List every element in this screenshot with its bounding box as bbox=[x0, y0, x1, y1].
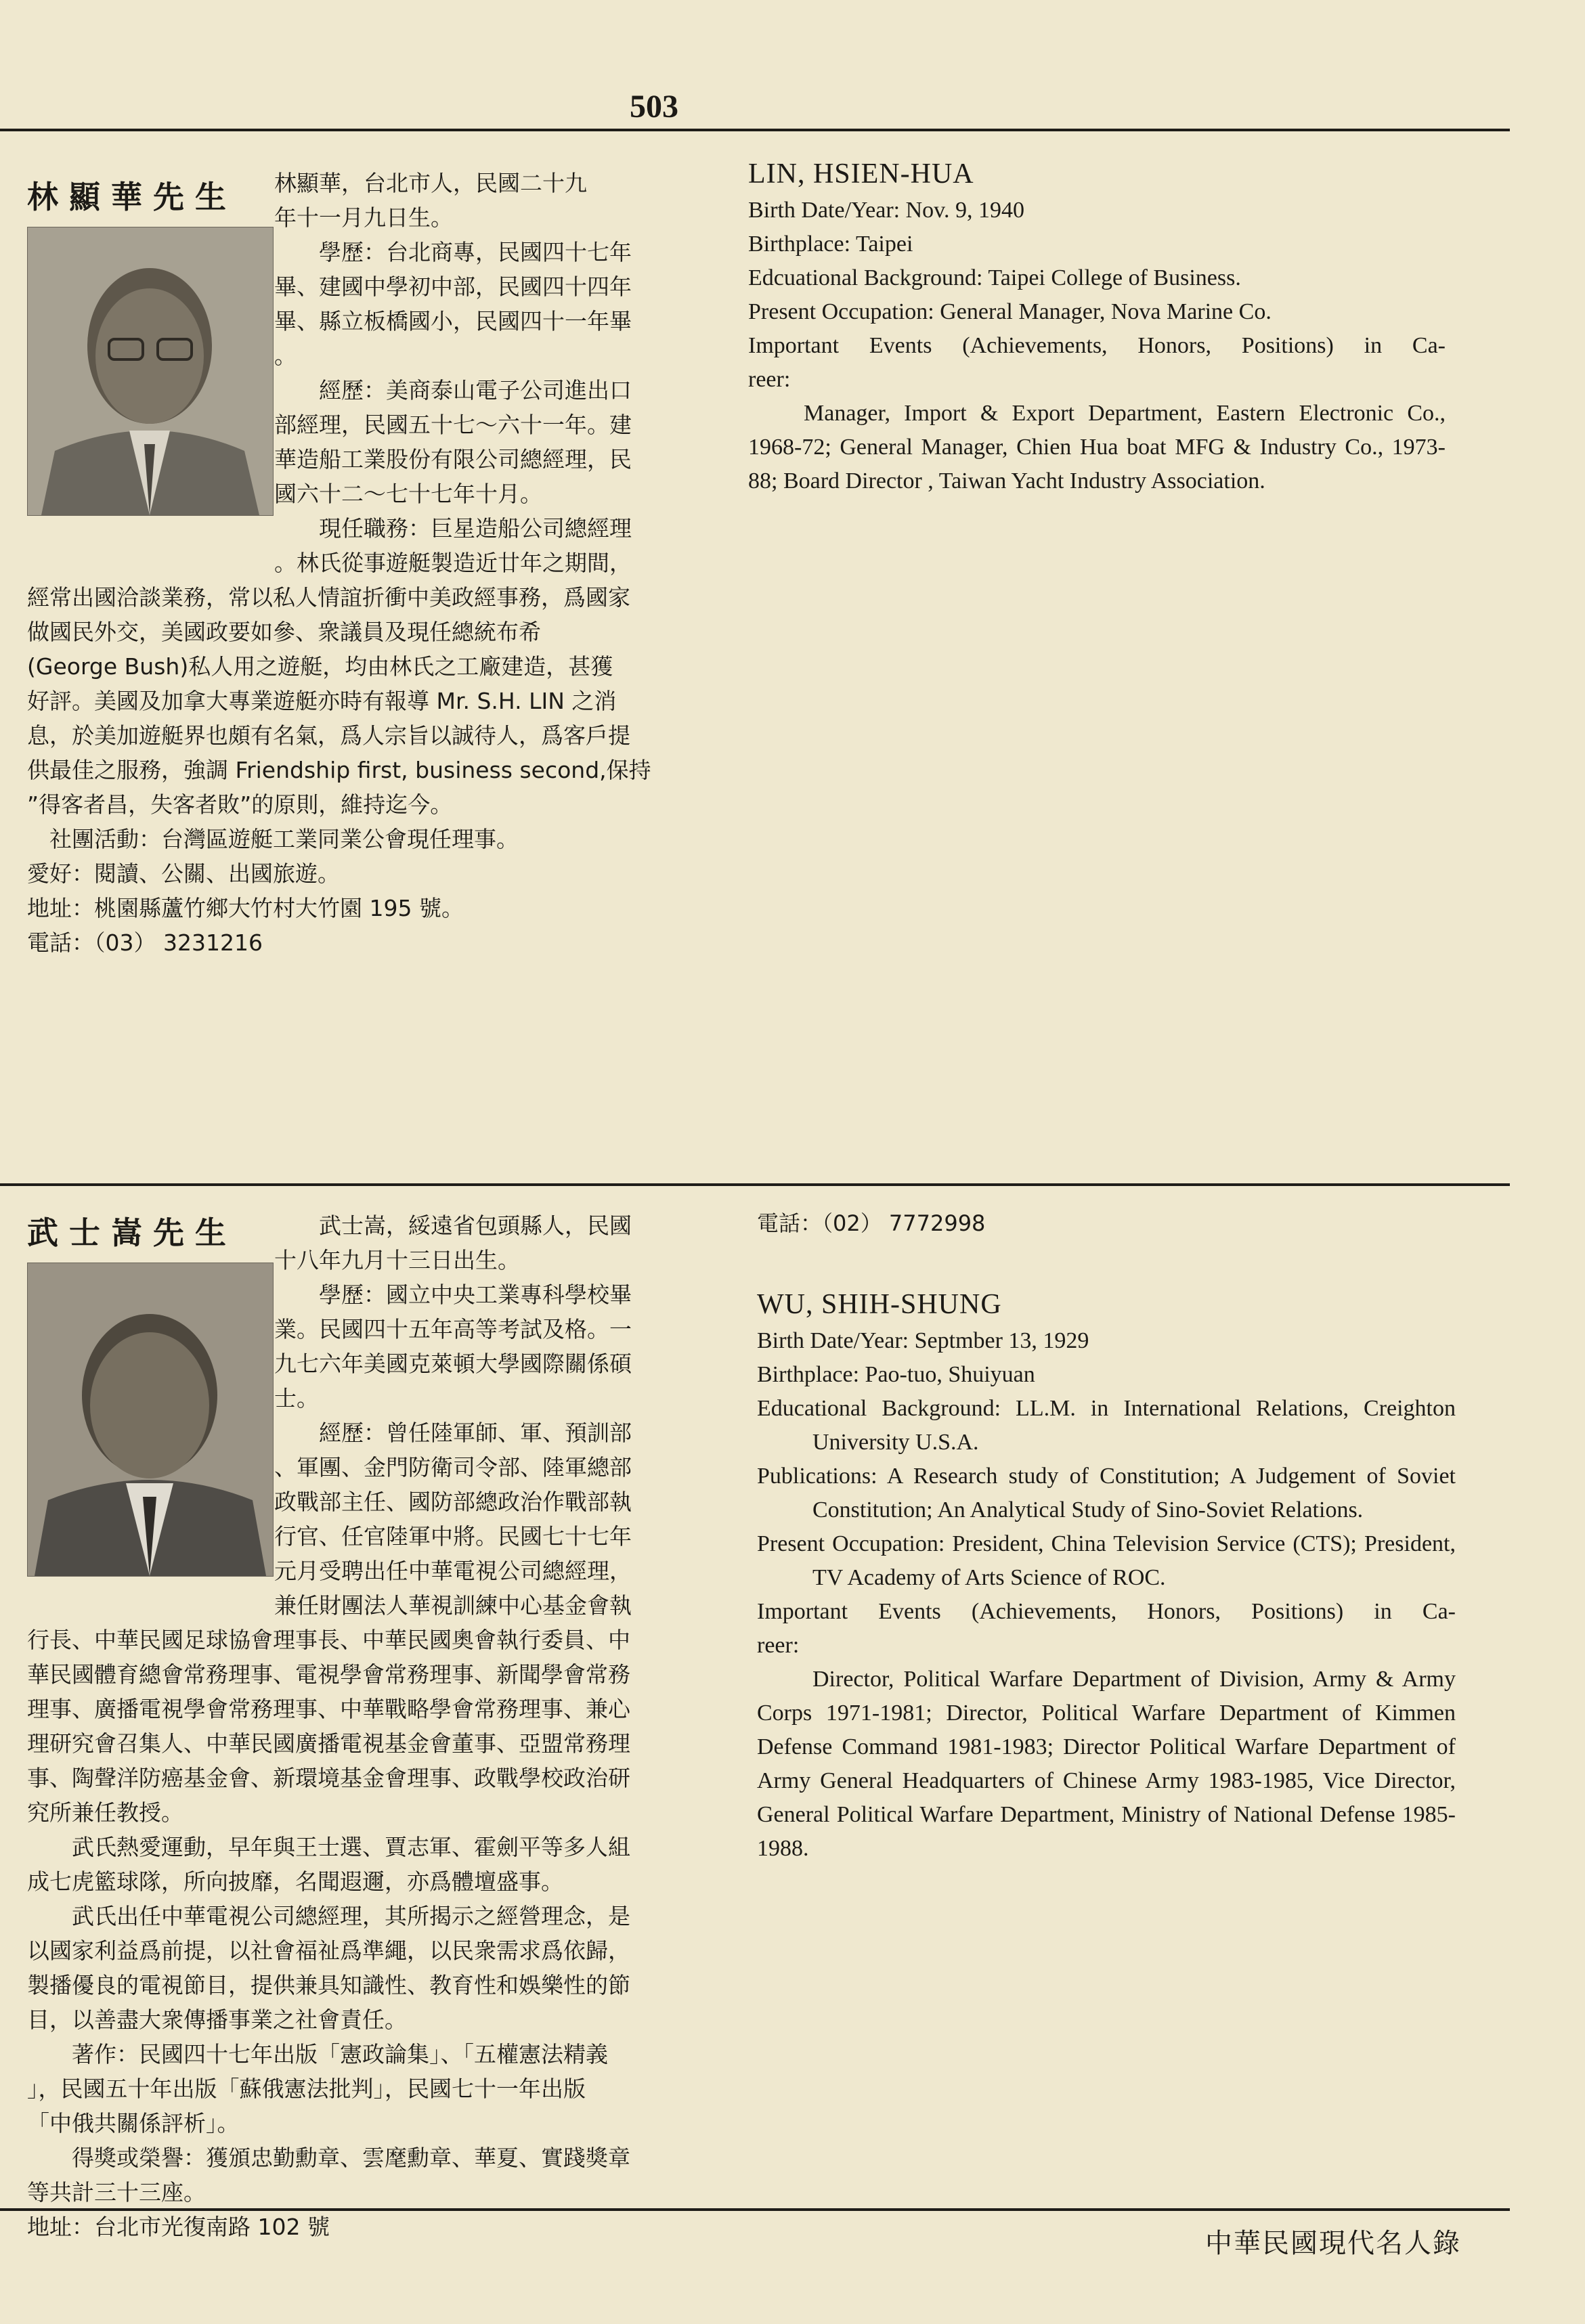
entry-2-chinese-line: 學歷：國立中央工業專科學校畢 bbox=[319, 1281, 632, 1308]
entry-1-chinese-biography bbox=[27, 166, 691, 960]
entry-2-chinese-line: 理事、廣播電視學會常務理事、中華戰略學會常務理事、兼心 bbox=[27, 1696, 630, 1722]
entry-1-chinese-line: (George Bush)私人用之遊艇，均由林氏之工廠建造，甚獲 bbox=[27, 653, 613, 680]
entry-1-chinese-line: 年十一月九日生。 bbox=[274, 204, 453, 231]
entry-1-chinese-line: 國六十二～七十七年十月。 bbox=[274, 481, 542, 507]
entry-2-birthplace: Birthplace: Pao-tuo, Shuiyuan bbox=[757, 1362, 1035, 1387]
entry-1-birthplace: Birthplace: Taipei bbox=[748, 232, 913, 257]
top-rule bbox=[0, 129, 1510, 131]
entry-2-chinese-line: 得獎或榮譽：獲頒忠勤勳章、雲麾勳章、華夏、實踐獎章 bbox=[72, 2145, 630, 2171]
entry-2-chinese-line: 」，民國五十年出版「蘇俄憲法批判」，民國七十一年出版 bbox=[27, 2076, 586, 2102]
entry-1-chinese-line: 畢、縣立板橋國小，民國四十一年畢 bbox=[274, 308, 632, 334]
entry-2-chinese-line: 經歷：曾任陸軍師、軍、預訓部 bbox=[319, 1420, 632, 1446]
entry-1-chinese-line: 部經理，民國五十七～六十一年。建 bbox=[274, 412, 632, 438]
entry-1-education: Edcuational Background: Taipei College of Business. bbox=[748, 265, 1241, 290]
entry-1-chinese-line: 做國民外交，美國政要如參、衆議員及現任總統布希 bbox=[27, 619, 541, 645]
entry-2-chinese-line: 製播優良的電視節目，提供兼具知識性、教育性和娛樂性的節 bbox=[27, 1972, 630, 1998]
entry-2-chinese-line: 武士嵩，綏遠省包頭縣人，民國 bbox=[319, 1212, 632, 1239]
entry-1-chinese-line: 。林氏從事遊艇製造近廿年之期間， bbox=[274, 550, 632, 576]
entry-2-chinese-line: 究所兼任教授。 bbox=[27, 1799, 183, 1826]
entry-1-events-label-cont: reer: bbox=[748, 367, 791, 392]
entry-2-chinese-line: 「中俄共關係評析」。 bbox=[27, 2110, 240, 2136]
entry-2-chinese-line: 政戰部主任、國防部總政治作戰部執 bbox=[274, 1489, 632, 1515]
entry-2-english-name: WU, SHIH-SHUNG bbox=[757, 1289, 1002, 1320]
entry-2-chinese-line: 著作：民國四十七年出版「憲政論集」、「五權憲法精義 bbox=[72, 2041, 608, 2067]
entry-2-chinese-line: 武氏出任中華電視公司總經理，其所揭示之經營理念，是 bbox=[72, 1903, 630, 1929]
bottom-rule bbox=[0, 2208, 1510, 2211]
entry-1-chinese-line: 供最佳之服務，強調 Friendship first, business second,保持 bbox=[27, 757, 651, 783]
entry-2-chinese-line: 事、陶聲洋防癌基金會、新環境基金會理事、政戰學校政治研 bbox=[27, 1765, 630, 1791]
entry-2-chinese-name: 武士嵩先生 bbox=[27, 1214, 237, 1251]
entry-2-events-text: Director, Political Warfare Department of Division, Army & Army Corps 1971-1981; Director, Political Warfare Department of Kimmen Defense Command 1981-1983; Director Political Warfare Department of Army General Headquarters of Chinese Army 1983-1985, Vice Director, General Political Warfare Department, Ministry of National Defense 1985-1988. bbox=[757, 1667, 1456, 1861]
entry-1-chinese-line: 息，於美加遊艇界也頗有名氣，爲人宗旨以誠待人，爲客戶提 bbox=[27, 722, 630, 749]
entry-1-chinese-line: 畢、建國中學初中部，民國四十四年 bbox=[274, 273, 632, 300]
entry-2-chinese-line: 業。民國四十五年高等考試及格。一 bbox=[274, 1316, 632, 1342]
entry-2-events-label-cont: reer: bbox=[757, 1633, 800, 1658]
entry-1-chinese-line: 現任職務：巨星造船公司總經理 bbox=[319, 515, 632, 542]
entry-1-chinese-line: 社團活動：台灣區遊艇工業同業公會現任理事。 bbox=[49, 826, 519, 852]
entry-2-publications: Publications: A Research study of Constitution; A Judgement of Soviet Constitution; An Analytical Study of Sino-Soviet Relations. bbox=[757, 1464, 1456, 1522]
entry-2-english-biography bbox=[757, 1206, 1456, 1866]
entry-2-events-label: Important Events (Achievements, Honors, Positions) in Ca- bbox=[757, 1599, 1456, 1624]
entry-2-phone: 電話：（02） 7772998 bbox=[757, 1210, 986, 1236]
entry-2-chinese-line: 九七六年美國克萊頓大學國際關係碩 bbox=[274, 1351, 632, 1377]
entry-1-chinese-line: 地址：桃園縣蘆竹鄉大竹村大竹園 195 號。 bbox=[27, 895, 464, 921]
entry-2-chinese-line: 理研究會召集人、中華民國廣播電視基金會董事、亞盟常務理 bbox=[27, 1730, 630, 1757]
entry-1-chinese-line: 林顯華，台北市人，民國二十九 bbox=[274, 170, 587, 196]
entry-1-chinese-line: 好評。美國及加拿大專業遊艇亦時有報導 Mr. S.H. LIN 之消 bbox=[27, 688, 617, 714]
entry-2-chinese-line: 十八年九月十三日出生。 bbox=[274, 1247, 520, 1273]
entry-2-chinese-line: 地址：台北市光復南路 102 號 bbox=[27, 2214, 330, 2240]
entry-2-birth-date: Birth Date/Year: Septmber 13, 1929 bbox=[757, 1328, 1089, 1353]
entry-2-chinese-line: 士。 bbox=[274, 1385, 319, 1411]
entry-1-chinese-name: 林顯華先生 bbox=[27, 179, 237, 215]
entry-1-english-name: LIN, HSIEN-HUA bbox=[748, 158, 974, 190]
entry-1-chinese-line: 愛好：閱讀、公關、出國旅遊。 bbox=[27, 860, 340, 887]
entry-1-events-text: Manager, Import & Export Department, Eastern Electronic Co., 1968-72; General Manager, Chien Hua boat MFG & Industry Co., 1973-88; Board Director , Taiwan Yacht Industry Association. bbox=[748, 401, 1446, 494]
entry-2-occupation: Present Occupation: President, China Television Service (CTS); President, TV Academy of Arts Science of ROC. bbox=[757, 1531, 1456, 1590]
entry-1-chinese-line: 。 bbox=[274, 343, 297, 369]
entry-1-occupation: Present Occupation: General Manager, Nova Marine Co. bbox=[748, 299, 1272, 324]
entry-1-chinese-line: 經常出國洽談業務，常以私人情誼折衝中美政經事務，爲國家 bbox=[27, 584, 630, 611]
entry-1-chinese-line: 學歷：台北商專，民國四十七年 bbox=[319, 239, 632, 265]
entry-divider-rule bbox=[0, 1183, 1510, 1186]
entry-2-chinese-line: 行長、中華民國足球協會理事長、中華民國奧會執行委員、中 bbox=[27, 1627, 630, 1653]
entry-2-chinese-line: 武氏熱愛運動，早年與王士選、賈志軍、霍劍平等多人組 bbox=[72, 1834, 630, 1860]
entry-2-chinese-line: 等共計三十三座。 bbox=[27, 2179, 206, 2206]
entry-2-chinese-line: 行官、任官陸軍中將。民國七十七年 bbox=[274, 1523, 632, 1550]
footer-book-title: 中華民國現代名人錄 bbox=[1205, 2228, 1461, 2259]
entry-1-chinese-line: ”得客者昌，失客者敗”的原則，維持迄今。 bbox=[27, 791, 453, 818]
entry-1-chinese-line: 華造船工業股份有限公司總經理，民 bbox=[274, 446, 632, 473]
entry-1-birth-date: Birth Date/Year: Nov. 9, 1940 bbox=[748, 198, 1024, 223]
entry-2-chinese-line: 目，以善盡大衆傳播事業之社會責任。 bbox=[27, 2007, 407, 2033]
page-number: 503 bbox=[630, 89, 678, 125]
entry-1-english-biography bbox=[748, 157, 1446, 498]
entry-2-chinese-line: 、軍團、金門防衛司令部、陸軍總部 bbox=[274, 1454, 632, 1481]
entry-2-chinese-line: 以國家利益爲前提，以社會福祉爲準繩，以民衆需求爲依歸， bbox=[27, 1937, 630, 1964]
entry-2-chinese-line: 兼任財團法人華視訓練中心基金會執 bbox=[274, 1592, 632, 1619]
entry-2-chinese-line: 元月受聘出任中華電視公司總經理， bbox=[274, 1558, 632, 1584]
entry-1-chinese-line: 電話：（03） 3231216 bbox=[27, 929, 263, 956]
entry-1-events-label: Important Events (Achievements, Honors, Positions) in Ca- bbox=[748, 333, 1446, 358]
entry-1-chinese-line: 經歷：美商泰山電子公司進出口 bbox=[319, 377, 632, 403]
entry-2-chinese-line: 華民國體育總會常務理事、電視學會常務理事、新聞學會常務 bbox=[27, 1661, 630, 1688]
entry-2-chinese-line: 成七虎籃球隊，所向披靡，名聞遐邇，亦爲體壇盛事。 bbox=[27, 1868, 563, 1895]
entry-2-chinese-biography bbox=[27, 1208, 691, 2244]
entry-2-education: Educational Background: LL.M. in International Relations, Creighton University U.S.A. bbox=[757, 1396, 1456, 1455]
